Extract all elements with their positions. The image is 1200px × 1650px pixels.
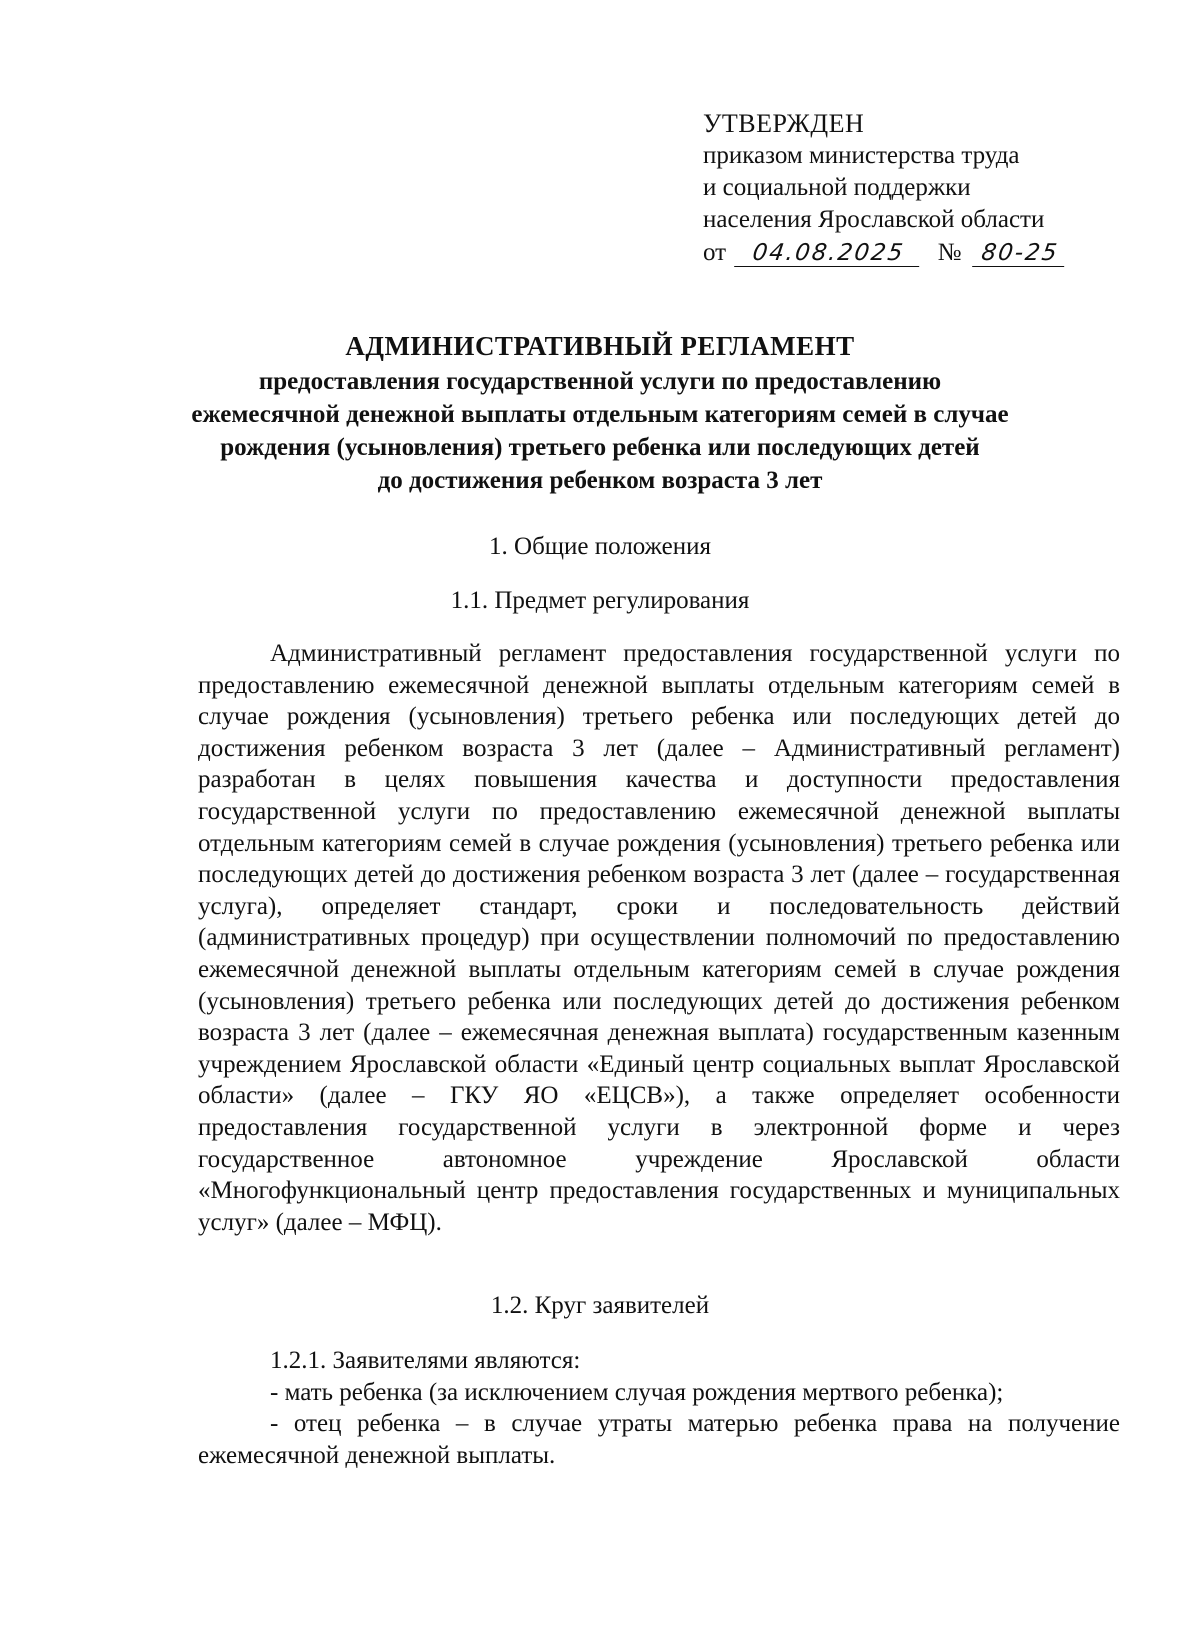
title-main: АДМИНИСТРАТИВНЫЙ РЕГЛАМЕНТ bbox=[345, 331, 855, 361]
applicants-item-father: - отец ребенка – в случае утраты матерью ребенка права на получение ежемесячной денежной выплаты. bbox=[198, 1410, 1120, 1469]
title-line-3: рождения (усыновления) третьего ребенка или последующих детей bbox=[220, 434, 980, 461]
approval-date-line bbox=[703, 237, 1103, 269]
document-title bbox=[150, 330, 1050, 497]
number-prefix: № bbox=[937, 239, 962, 266]
applicants-item-intro: 1.2.1. Заявителями являются: bbox=[270, 1347, 581, 1374]
title-line-2: ежемесячной денежной выплаты отдельным категориям семей в случае bbox=[191, 401, 1009, 428]
approval-line-3: населения Ярославской области bbox=[703, 206, 1045, 233]
title-line-1: предоставления государственной услуги по предоставлению bbox=[258, 368, 942, 395]
subsection-heading-subject: 1.1. Предмет регулирования bbox=[450, 587, 750, 614]
approval-line-2: и социальной поддержки bbox=[703, 174, 971, 201]
handwritten-date: 04.08.2025 bbox=[734, 240, 923, 267]
subject-paragraph-text: Административный регламент предоставления государственной услуги по предоставлению ежемесячной денежной выплаты отдельным категориям семей в случае рождения (усыновления) третьего ребенка или последующих детей до достижения ребенком возраста 3 лет (далее – Административный регламент) разработан в целях повышения качества и доступности предоставления государственной услуги по предоставлению ежемесячной денежной выплаты отдельным категориям семей в случае рождения (усыновления) третьего ребенка или последующих детей до достижения ребенком возраста 3 лет (далее – государственная услуга), определяет стандарт, сроки и последовательность действий (административных процедур) при осуществлении полномочий по предоставлению ежемесячной денежной выплаты отдельным категориям семей в случае рождения (усыновления) третьего ребенка или последующих детей до достижения ребенком возраста 3 лет (далее – ежемесячная денежная выплата) государственным казенным учреждением Ярославской области «Единый центр социальных выплат Ярославской области» (далее – ГКУ ЯО «ЕЦСВ»), а также определяет особенности предоставления государственной услуги в электронной форме и через государственное автономное учреждение Ярославской области «Многофункциональный центр предоставления государственных и муниципальных услуг» (далее – МФЦ). bbox=[198, 640, 1120, 1236]
handwritten-number: 80-25 bbox=[972, 240, 1068, 267]
section-heading: 1. Общие положения bbox=[489, 533, 711, 560]
applicants-item-mother: - мать ребенка (за исключением случая рождения мертвого ребенка); bbox=[270, 1378, 1004, 1406]
title-line-4: до достижения ребенком возраста 3 лет bbox=[377, 467, 823, 494]
subsection-heading-applicants: 1.2. Круг заявителей bbox=[490, 1292, 710, 1319]
subject-paragraph bbox=[198, 638, 1120, 1238]
date-prefix: от bbox=[703, 239, 727, 266]
approval-block bbox=[703, 108, 1103, 269]
applicants-list bbox=[198, 1345, 1120, 1471]
approval-line-1: приказом министерства труда bbox=[703, 142, 1020, 169]
approval-heading: УТВЕРЖДЕН bbox=[703, 109, 865, 138]
